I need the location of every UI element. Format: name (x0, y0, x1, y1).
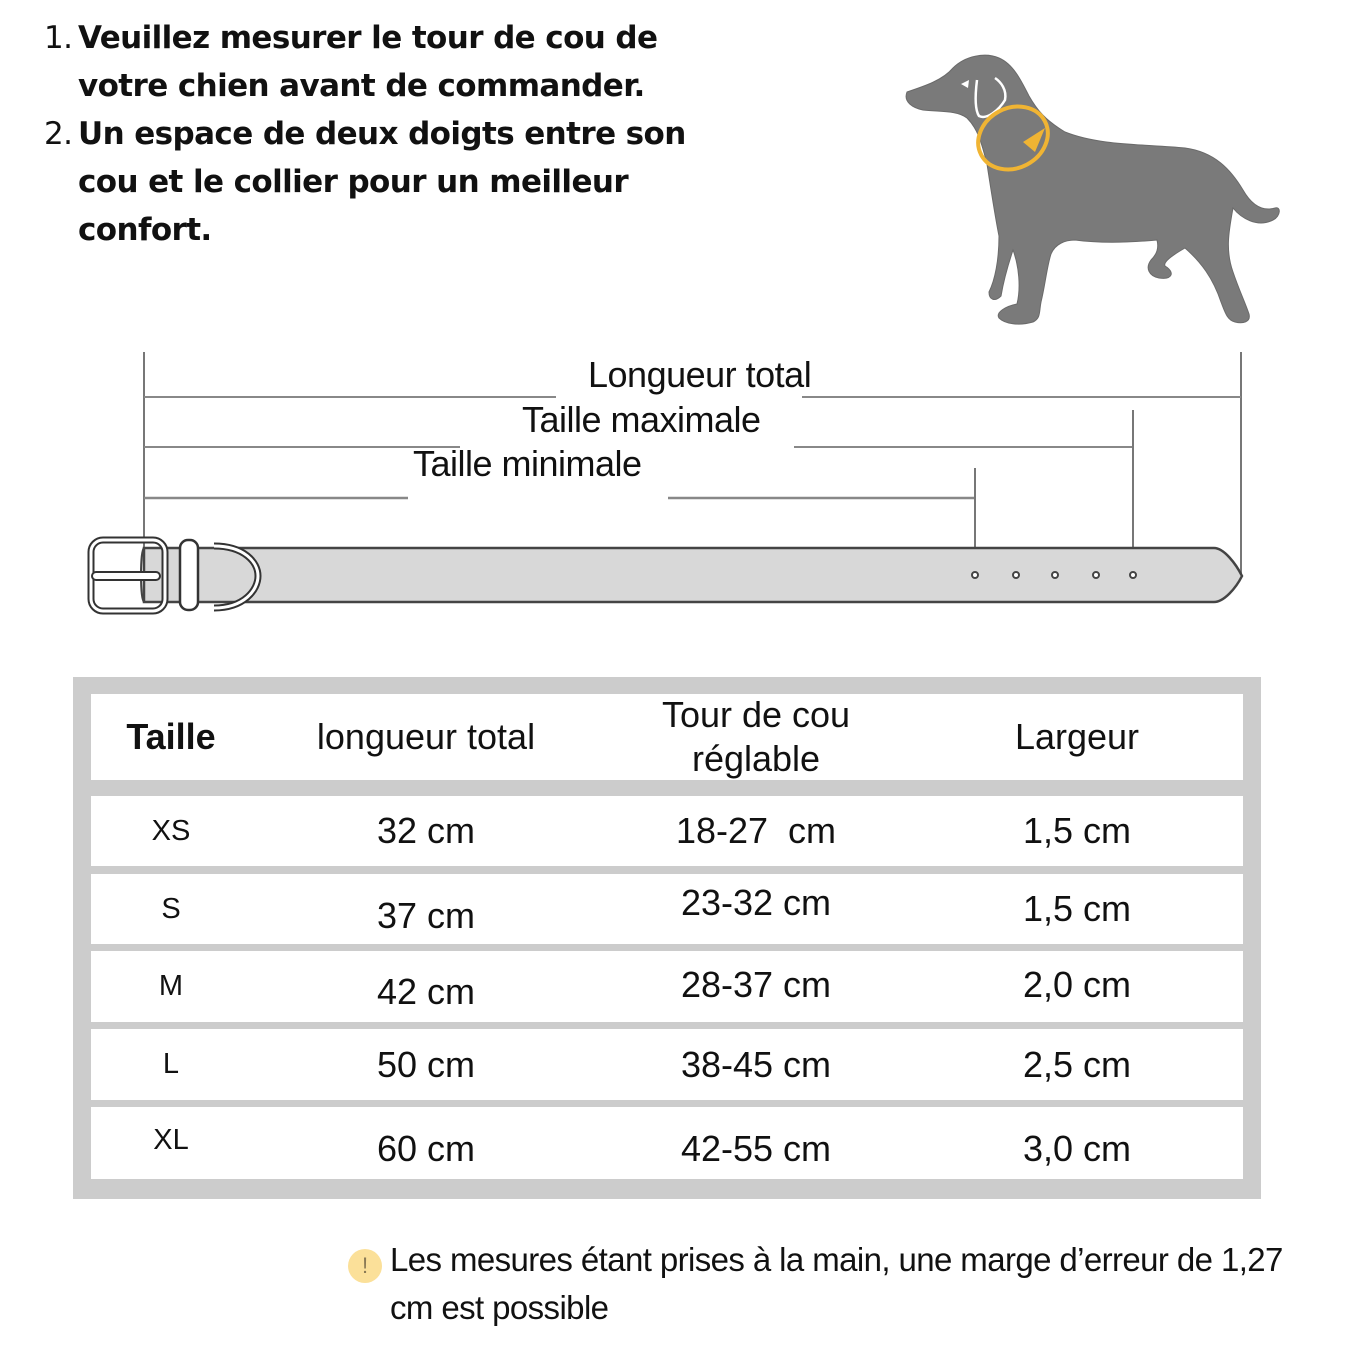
header-total-length: longueur total (316, 716, 536, 757)
instruction-item (44, 110, 704, 254)
cell-total-length: 50 cm (376, 1043, 476, 1085)
cell-width: 1,5 cm (1022, 810, 1132, 851)
cell-neck: 42-55 cm (680, 1128, 832, 1169)
table-header-row (91, 694, 1243, 780)
instruction-text: Veuillez mesurer le tour de cou de votre chien avant de commander. (78, 20, 658, 104)
cell-total-length: 32 cm (376, 810, 476, 851)
cell-neck: 18-27 cm (675, 810, 837, 851)
cell-neck: 23-32 cm (680, 882, 832, 923)
table-row (91, 1107, 1243, 1179)
instructions-list (44, 14, 704, 254)
cell-width: 1,5 cm (1022, 888, 1132, 929)
cell-width: 2,0 cm (1022, 963, 1132, 1005)
min-size-label: Taille minimale (413, 443, 642, 484)
max-size-label: Taille maximale (522, 399, 761, 440)
header-size: Taille (126, 716, 216, 757)
warning-icon: ! (348, 1249, 382, 1283)
cell-total-length: 60 cm (376, 1128, 476, 1169)
collar-size-diagram (0, 340, 1350, 630)
instruction-number: 1. (44, 20, 73, 56)
dog-icon (895, 40, 1285, 330)
table-row (91, 951, 1243, 1022)
table-row (91, 796, 1243, 866)
cell-size: L (162, 1048, 180, 1080)
cell-width: 2,5 cm (1022, 1043, 1132, 1085)
instruction-item (44, 14, 704, 110)
instruction-number: 2. (44, 116, 73, 152)
note-text: Les mesures étant prises à la main, une marge d’erreur de 1,27 cm est possible (390, 1241, 1283, 1326)
table-row (91, 874, 1243, 944)
cell-size: XL (153, 1123, 189, 1156)
header-neck-line2: réglable (691, 738, 821, 779)
cell-total-length: 37 cm (376, 895, 476, 936)
cell-size: XS (151, 814, 191, 847)
cell-total-length: 42 cm (376, 970, 476, 1012)
size-chart-table (73, 677, 1261, 1199)
instruction-text: Un espace de deux doigts entre son cou et le collier pour un meilleur confort. (78, 116, 686, 248)
table-row (91, 1029, 1243, 1100)
header-neck-line1: Tour de cou (661, 694, 851, 735)
cell-size: S (161, 892, 181, 925)
header-width: Largeur (1014, 716, 1140, 757)
cell-neck: 38-45 cm (680, 1043, 832, 1085)
cell-width: 3,0 cm (1022, 1128, 1132, 1169)
cell-size: M (158, 970, 184, 1002)
total-length-label: Longueur total (588, 354, 812, 395)
header-neck (601, 694, 911, 780)
dog-neck-measure-illustration (895, 40, 1285, 330)
cell-neck: 28-37 cm (680, 963, 832, 1005)
